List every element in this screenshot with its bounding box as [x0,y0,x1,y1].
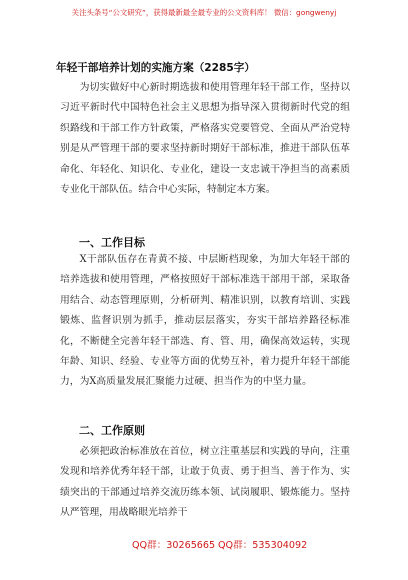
promo-banner-text: 关注头条号“公文研究”，获得最新最全最专业的公文资料库！ 微信：gongwenyj [71,8,337,17]
section-heading-goals: 一、工作目标 [79,236,145,249]
promo-banner [0,0,408,40]
section-heading-principles: 二、工作原则 [79,424,145,437]
principles-paragraph: 必须把政治标准放在首位，树立注重基层和实践的导向，注重发现和培养优秀年轻干部，让敢于负责、勇于担当、善于作为、实绩突出的干部通过培养交流历练本领、试岗履职、锻炼能力。坚持从严管理，用战略眼光培养干 [60,446,350,519]
qq-group-1: QQ群：30265665 [132,540,216,551]
document-title: 年轻干部培养计划的实施方案（2285字） [56,62,255,74]
qq-footer [0,537,408,553]
goals-paragraph: X干部队伍存在青黄不接、中层断档现象，为加大年轻干部的培养选拔和使用管理，严格按照好干部标准选干部用干部，采取备用结合、动态管理原则，分析研判、精准识别，以教育培训、实践锻炼、监督识别为抓手，推动层层落实，夯实干部培养路径标准化，不断健全完善年轻干部选、育、管、用，确保高效运转，实现年龄、知识、经验、专业等方面的优势互补，着力提升年轻干部能力，为X高质量发展汇聚能力过硬、担当作为的中坚力量。 [60,254,350,388]
intro-paragraph: 为切实做好中心新时期选拔和使用管理年轻干部工作，坚持以习近平新时代中国特色社会主义思想为指导深入贯彻新时代党的组织路线和干部工作方针政策，严格落实党要管党、全面从严治党特别是从严管理干部的要求坚持新时期好干部标准，推进干部队伍革命化、年轻化、知识化、专业化，建设一支忠诚干净担当的高素质专业化干部队伍。结合中心实际，特制定本方案。 [60,82,350,196]
qq-group-2: QQ群：535304092 [218,540,308,551]
